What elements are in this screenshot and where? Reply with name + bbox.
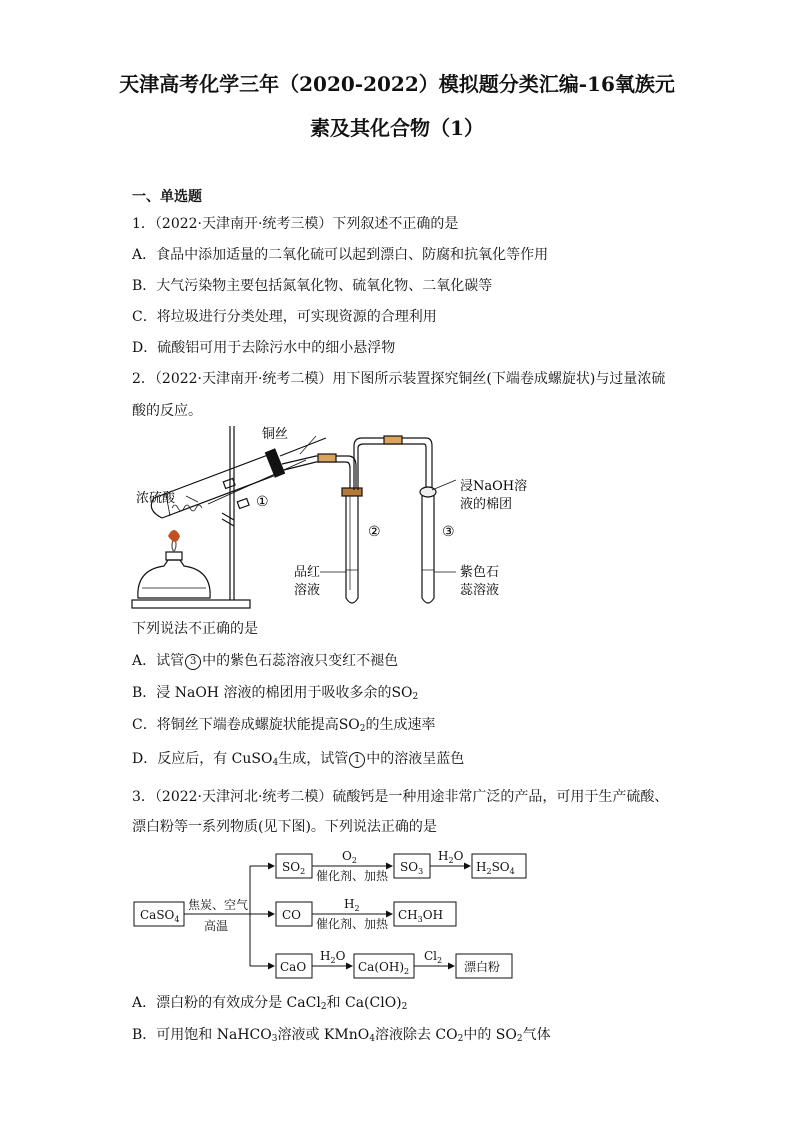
- copper-wire-label: 铜丝: [262, 427, 289, 442]
- catalyst-heat-2: 催化剂、加热: [316, 917, 389, 931]
- q3-option-a: A．漂白粉的有效成分是 CaCl$_2$和 $Ca(ClO)_2$: [132, 995, 408, 1012]
- cond-coke-air: 焦炭、空气: [188, 898, 249, 912]
- litmus-label-2: 蕊溶液: [460, 583, 500, 598]
- q2-option-a: A．试管 3 中的紫色石蕊溶液只变红不褪色: [132, 653, 399, 669]
- ch3oh-box: $CH_3OH$: [398, 908, 444, 924]
- bleach-box: 漂白粉: [464, 960, 501, 974]
- flow-diagram: [130, 846, 540, 980]
- conc-acid-label: 浓硫酸: [136, 491, 176, 506]
- q1-option-b: B．大气污染物主要包括氮氧化物、硫氧化物、二氧化碳等: [132, 278, 493, 294]
- pinhong-label-1: 品红: [294, 565, 321, 580]
- cao-box: CaO: [280, 960, 307, 974]
- q1-stem: 1．（2022·天津南开·统考三模）下列叙述不正确的是: [132, 216, 459, 232]
- page-title-line1: 天津高考化学三年（2020-2022）模拟题分类汇编-16氧族元: [119, 72, 675, 96]
- h2o-reagent-1: $H_2O$: [438, 849, 464, 865]
- q1-option-c: C．将垃圾进行分类处理，可实现资源的合理利用: [132, 309, 437, 325]
- naoh-label-2: 液的棉团: [460, 497, 513, 512]
- section-heading: 一、单选题: [132, 189, 202, 205]
- q1-option-d: D．硫酸铝可用于去除污水中的细小悬浮物: [132, 340, 396, 356]
- apparatus-figure: [126, 420, 546, 620]
- so3-box: $SO_3$: [400, 860, 424, 876]
- h2o-reagent-2: $H_2O$: [320, 949, 346, 965]
- so2-box: $SO_2$: [282, 860, 306, 876]
- cl2-reagent: $Cl_2$: [424, 949, 443, 965]
- q3-stem-line1: 3．（2022·天津河北·统考二模）硫酸钙是一种用途非常广泛的产品，可用于生产硫酸、: [132, 789, 669, 805]
- litmus-label-1: 紫色石: [460, 565, 500, 580]
- q1-option-a: A．食品中添加适量的二氧化硫可以起到漂白、防腐和抗氧化等作用: [132, 247, 549, 263]
- caoh2-box: $Ca(OH)_2$: [358, 960, 410, 976]
- q2-prompt: 下列说法不正确的是: [132, 621, 258, 637]
- q2-option-c: C．将铜丝下端卷成螺旋状能提高$SO_2$的生成速率: [132, 717, 436, 734]
- q2-option-b: B．浸 NaOH 溶液的棉团用于吸收多余的$SO_2$: [132, 685, 419, 702]
- catalyst-heat-1: 催化剂、加热: [316, 869, 389, 883]
- h2-reagent: $H_2$: [344, 897, 360, 913]
- naoh-label-1: 浸NaOH溶: [460, 479, 528, 494]
- q3-stem-line2: 漂白粉等一系列物质(见下图)。下列说法正确的是: [132, 819, 437, 835]
- tube1-number: ①: [256, 494, 269, 510]
- o2-reagent: $O_2$: [342, 849, 357, 865]
- co-box: CO: [282, 908, 302, 922]
- tube3-number: ③: [442, 524, 455, 540]
- q2-stem-line2: 酸的反应。: [132, 403, 202, 419]
- q2-option-d: D．反应后，有 CuSO$_4$生成，试管 1 中的溶液呈蓝色: [132, 751, 465, 768]
- caso4-box: CaSO$_4$: [140, 908, 180, 924]
- h2so4-box: $H_2SO_4$: [476, 860, 515, 876]
- q3-option-b: B．可用饱和 NaHCO$_3$溶液或 KMnO$_4$溶液除去 $CO_2$中的 $SO_2$气体: [132, 1027, 551, 1044]
- pinhong-label-2: 溶液: [294, 583, 321, 598]
- tube2-number: ②: [368, 524, 381, 540]
- cond-high-temp: 高温: [204, 919, 229, 933]
- q2-stem-line1: 2．（2022·天津南开·统考二模）用下图所示装置探究铜丝(下端卷成螺旋状)与过量浓硫: [132, 371, 666, 387]
- page-title-line2: 素及其化合物（1）: [310, 116, 484, 140]
